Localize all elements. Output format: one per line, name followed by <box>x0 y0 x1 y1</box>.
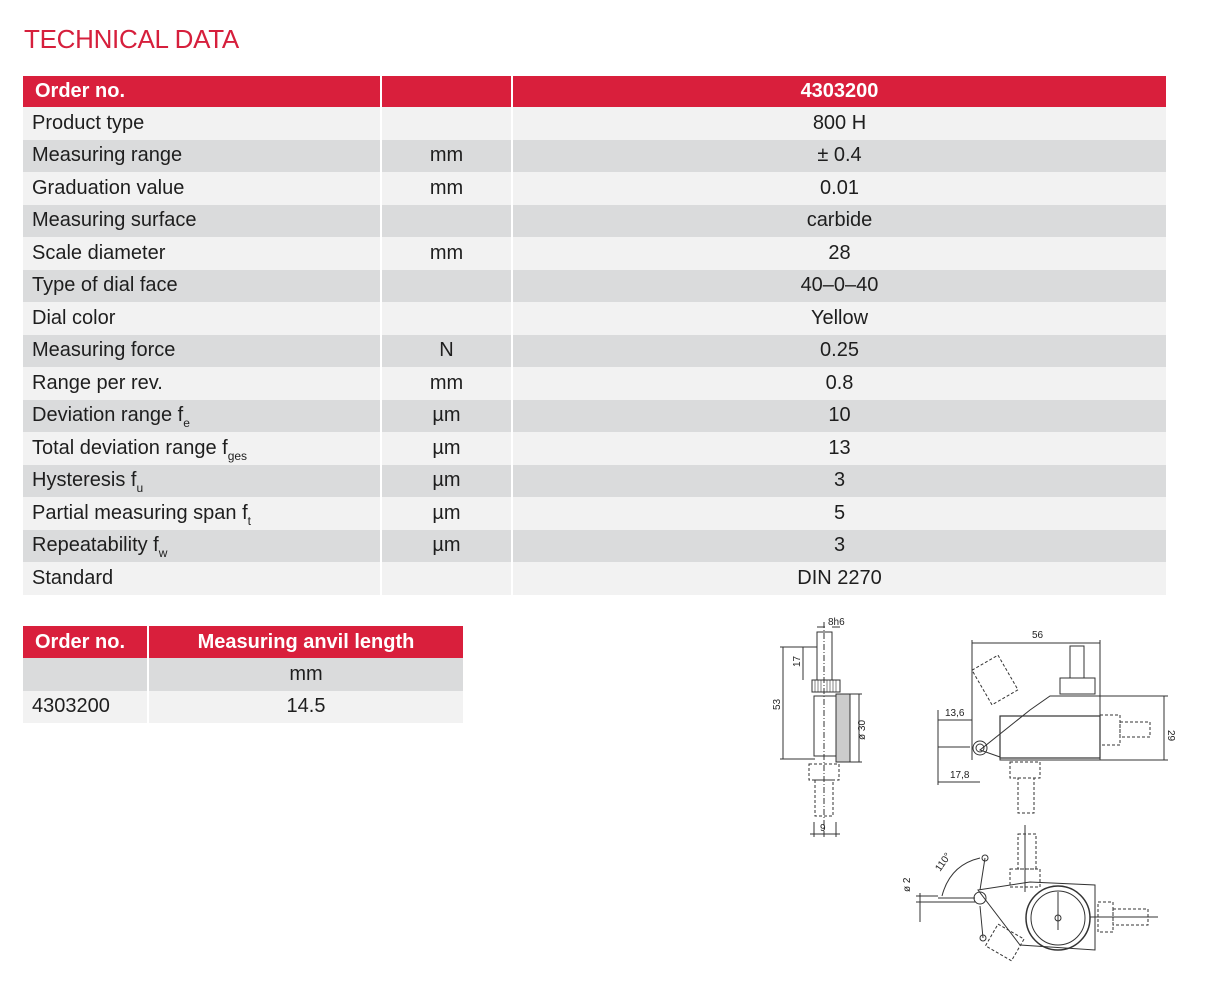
spec-label-text: Range per rev. <box>32 371 163 394</box>
table-row <box>23 465 1166 498</box>
technical-data-table <box>23 76 1166 595</box>
spec-unit <box>381 205 512 238</box>
table-row <box>23 691 463 724</box>
pivot-offset-dim: 17,8 <box>950 770 970 781</box>
spec-value: 0.01 <box>512 172 1166 205</box>
spec-value: carbide <box>512 205 1166 238</box>
spec-value: 3 <box>512 465 1166 498</box>
table-row <box>23 335 1166 368</box>
spec-label <box>23 465 381 498</box>
spec-unit <box>381 302 512 335</box>
swivel-angle-dim: 110° <box>933 851 954 874</box>
spec-label <box>23 140 381 173</box>
table-row <box>23 400 1166 433</box>
spec-unit: mm <box>381 172 512 205</box>
table-row <box>23 107 1166 140</box>
spec-label-subscript: w <box>158 546 168 561</box>
shaft-dim: 8h6 <box>828 617 845 628</box>
spec-value: 10 <box>512 400 1166 433</box>
front-view-drawing <box>920 620 1180 820</box>
anvil-length-header: Measuring anvil length <box>148 626 463 658</box>
spec-unit: mm <box>381 367 512 400</box>
spec-value: 800 H <box>512 107 1166 140</box>
spec-unit: µm <box>381 497 512 530</box>
spec-value: 28 <box>512 237 1166 270</box>
spec-label-text: Measuring force <box>32 339 176 362</box>
height-dim: 29 <box>1165 730 1176 742</box>
page-title: TECHNICAL DATA <box>24 24 239 54</box>
table-header-row <box>23 76 1166 107</box>
spec-value: 0.8 <box>512 367 1166 400</box>
spec-label-text: Total deviation range f <box>32 436 228 459</box>
spec-label <box>23 107 381 140</box>
spec-label <box>23 530 381 563</box>
spec-label <box>23 335 381 368</box>
spec-unit: mm <box>381 237 512 270</box>
spec-label-text: Repeatability f <box>32 534 159 557</box>
spec-label <box>23 172 381 205</box>
spec-label-text: Hysteresis f <box>32 469 137 492</box>
spec-label-subscript: t <box>247 513 252 528</box>
table-header-row <box>23 626 463 658</box>
spec-value: DIN 2270 <box>512 562 1166 595</box>
table-row <box>23 497 1166 530</box>
spec-label <box>23 237 381 270</box>
dial-dia-dim: ø 30 <box>857 719 868 740</box>
table-row <box>23 302 1166 335</box>
spec-label-text: Dial color <box>32 306 116 329</box>
spec-label-text: Deviation range f <box>32 404 184 427</box>
spec-value: ± 0.4 <box>512 140 1166 173</box>
spec-unit <box>381 270 512 303</box>
unit-row <box>23 658 463 691</box>
spec-label <box>23 562 381 595</box>
spec-label-text: Type of dial face <box>32 274 178 297</box>
spec-unit <box>381 562 512 595</box>
spec-label-text: Graduation value <box>32 176 185 199</box>
table-row <box>23 367 1166 400</box>
anvil-length-table <box>23 626 463 723</box>
table-row <box>23 205 1166 238</box>
spec-value: Yellow <box>512 302 1166 335</box>
spec-value: 40–0–40 <box>512 270 1166 303</box>
table-row <box>23 432 1166 465</box>
table-row <box>23 172 1166 205</box>
tip-offset-dim: 13,6 <box>945 708 965 719</box>
spec-value: 13 <box>512 432 1166 465</box>
spec-label <box>23 400 381 433</box>
table-row <box>23 237 1166 270</box>
tip-dia-dim: ø 2 <box>902 877 913 892</box>
table-row <box>23 530 1166 563</box>
order-no-unit <box>381 76 512 107</box>
spec-label-text: Product type <box>32 111 145 134</box>
spec-label-text: Standard <box>32 566 114 589</box>
spec-value: 3 <box>512 530 1166 563</box>
spec-unit: µm <box>381 432 512 465</box>
spec-unit: µm <box>381 400 512 433</box>
top-view-drawing <box>880 820 1180 999</box>
spec-label-text: Scale diameter <box>32 241 166 264</box>
spec-unit: mm <box>381 140 512 173</box>
unit-empty <box>23 658 148 691</box>
spec-label-text: Measuring surface <box>32 209 197 232</box>
side-view-drawing <box>770 612 880 842</box>
table-row <box>23 270 1166 303</box>
spec-label <box>23 205 381 238</box>
spec-label <box>23 270 381 303</box>
anvil-length-cell: 14.5 <box>148 691 463 724</box>
height-dim: 53 <box>772 698 783 710</box>
order-no-header: Order no. <box>23 626 148 658</box>
spec-unit: N <box>381 335 512 368</box>
spec-value: 0.25 <box>512 335 1166 368</box>
spec-unit: µm <box>381 530 512 563</box>
spec-label-subscript: e <box>183 416 190 431</box>
spec-label-text: Partial measuring span f <box>32 501 248 524</box>
spec-label-subscript: u <box>136 481 144 496</box>
spec-label <box>23 497 381 530</box>
spec-unit: µm <box>381 465 512 498</box>
anvil-length-unit: mm <box>148 658 463 691</box>
table-row <box>23 562 1166 595</box>
upper-dim: 17 <box>792 655 803 667</box>
order-no-label: Order no. <box>23 76 381 107</box>
spec-label-text: Measuring range <box>32 144 183 167</box>
order-no-value: 4303200 <box>512 76 1166 107</box>
spec-label <box>23 432 381 465</box>
base-dim: 9 <box>820 823 826 834</box>
spec-value: 5 <box>512 497 1166 530</box>
spec-label <box>23 302 381 335</box>
width-dim: 56 <box>1032 630 1044 641</box>
order-no-cell: 4303200 <box>23 691 148 724</box>
spec-label <box>23 367 381 400</box>
spec-label-subscript: ges <box>227 448 248 463</box>
table-row <box>23 140 1166 173</box>
spec-unit <box>381 107 512 140</box>
